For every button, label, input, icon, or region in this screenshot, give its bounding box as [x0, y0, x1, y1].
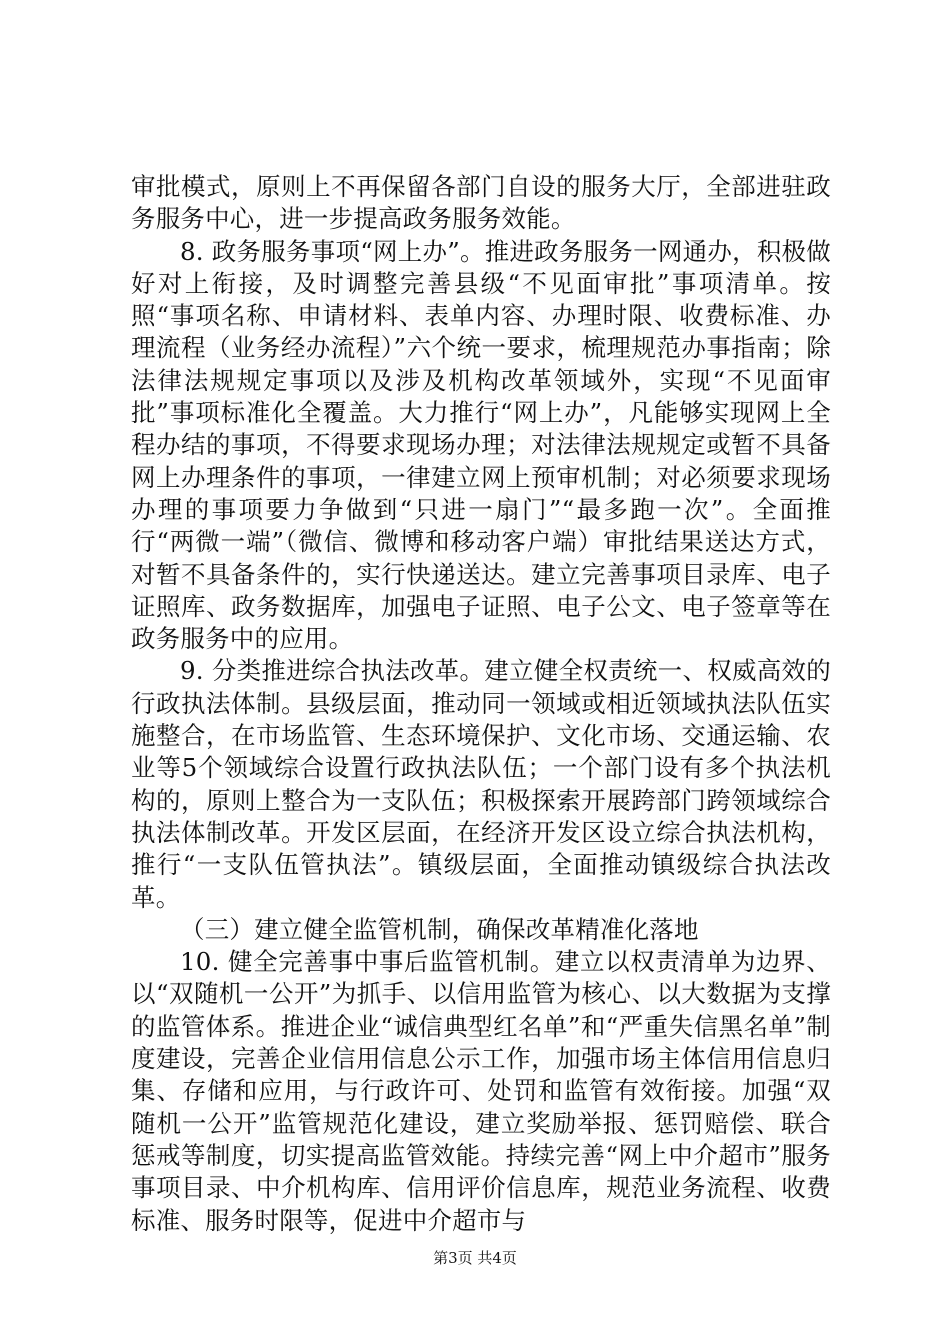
section-heading-3: （三）建立健全监管机制，确保改革精准化落地: [180, 914, 699, 944]
paragraph-continuation: 审批模式，原则上不再保留各部门自设的服务大厅，全部进驻政务服务中心，进一步提高政务服务效能。: [131, 172, 831, 234]
paragraph-item-8: 8. 政务服务事项“网上办”。推进政务服务一网通办，积极做好对上衔接，及时调整完善县级“不见面审批”事项清单。按照“事项名称、申请材料、表单内容、办理时限、收费标准、办理流程（业务经办流程）”六个统一要求，梳理规范办事指南；除法律法规规定事项以及涉及机构改革领域外，实现“不见面审批”事项标准化全覆盖。大力推行“网上办”，凡能够实现网上全程办结的事项，不得要求现场办理；对法律法规规定或暂不具备网上办理条件的事项，一律建立网上预审机制；对必须要求现场办理的事项要力争做到“只进一扇门”“最多跑一次”。全面推行“两微一端”（微信、微博和移动客户端）审批结果送达方式，对暂不具备条件的，实行快递送达。建立完善事项目录库、电子证照库、政务数据库，加强电子证照、电子公文、电子签章等在政务服务中的应用。: [131, 236, 831, 654]
document-body: [131, 171, 831, 1237]
paragraph-item-9: 9. 分类推进综合执法改革。建立健全权责统一、权威高效的行政执法体制。县级层面，推动同一领域或相近领域执法队伍实施整合，在市场监管、生态环境保护、文化市场、交通运输、农业等5个领域综合设置行政执法队伍；一个部门设有多个执法机构的，原则上整合为一支队伍；积极探索开展跨部门跨领域综合执法体制改革。开发区层面，在经济开发区设立综合执法机构，推行“一支队伍管执法”。镇级层面，全面推动镇级综合执法改革。: [131, 656, 831, 912]
paragraph-item-10: 10. 健全完善事中事后监管机制。建立以权责清单为边界、以“双随机一公开”为抓手、以信用监管为核心、以大数据为支撑的监管体系。推进企业“诚信典型红名单”和“严重失信黑名单”制度建设，完善企业信用信息公示工作，加强市场主体信用信息归集、存储和应用，与行政许可、处罚和监管有效衔接。加强“双随机一公开”监管规范化建设，建立奖励举报、惩罚赔偿、联合惩戒等制度，切实提高监管效能。持续完善“网上中介超市”服务事项目录、中介机构库、信用评价信息库，规范业务流程、收费标准、服务时限等，促进中介超市与: [131, 947, 831, 1235]
page-number-footer: 第3页 共4页: [433, 1249, 517, 1267]
